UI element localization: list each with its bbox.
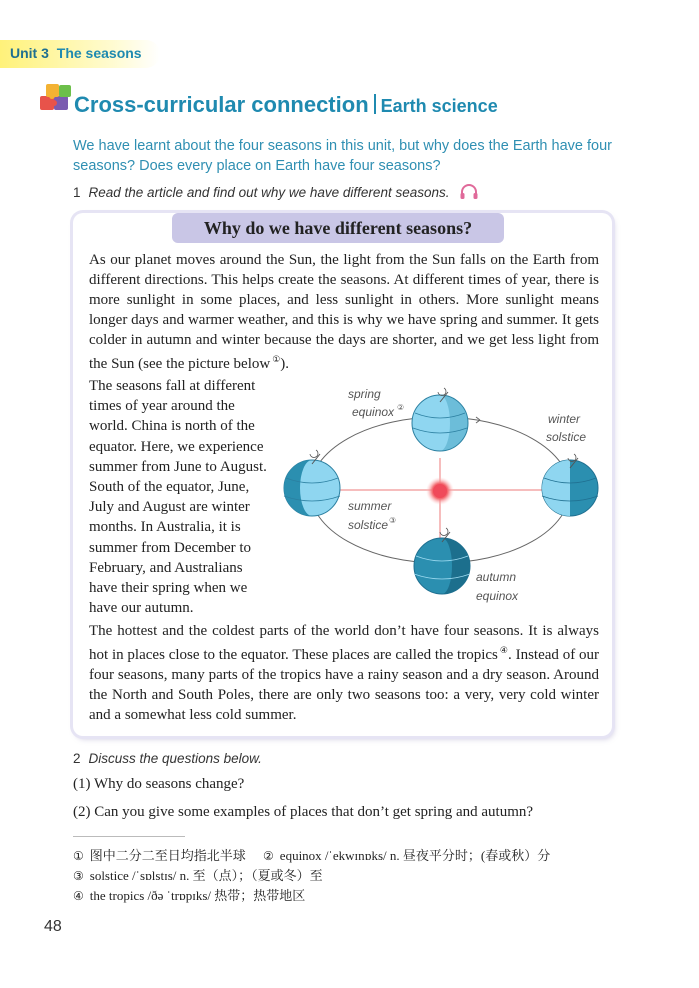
footnote-line-1 xyxy=(73,845,550,864)
section-title xyxy=(74,92,498,118)
para2-line: summer from December to xyxy=(89,539,252,556)
sun-core xyxy=(433,484,447,498)
seasons-diagram xyxy=(280,378,600,613)
task1-number: 1 xyxy=(73,185,81,200)
para2-line: months. In Australia, it is xyxy=(89,519,241,536)
footnote-mark-3: ③ xyxy=(73,869,84,883)
para2-line: July and August are winter xyxy=(89,499,250,516)
para3-text-a: The hottest and the coldest parts of the world don’t have four seasons. It is always hot in places close to the equator. These places are called the tropics xyxy=(89,623,599,663)
label-summer-1: summer xyxy=(348,499,392,513)
unit-number: Unit 3 xyxy=(10,45,49,61)
section-title-text: Cross-curricular connection xyxy=(74,92,369,117)
article-paragraph-1 xyxy=(89,250,599,374)
footnote-mark-2: ② xyxy=(263,849,274,863)
para1-text: As our planet moves around the Sun, the light from the Sun falls on the Earth from different directions. This helps create the seasons. At different times of year, there is more sunlight in some places, and less sunlight in others. More sunlight means longer days and warmer weather, and this is why we have spring and summer. It gets colder in autumn and winter because the days are shorter, and we get less light from the Sun (see the picture below xyxy=(89,252,599,372)
para2-line: South of the equator, June, xyxy=(89,479,250,496)
footnote-text-4: the tropics /ðə ˈtrɒpɪks/ 热带；热带地区 xyxy=(89,888,306,903)
label-autumn-1: autumn xyxy=(476,570,517,584)
earth-winter xyxy=(542,454,598,516)
para2-line: times of year around the xyxy=(89,398,235,415)
footnote-line-4 xyxy=(73,885,305,904)
task2-text: Discuss the questions below. xyxy=(88,751,262,766)
unit-title: The seasons xyxy=(56,45,142,61)
question-1: (1) Why do seasons change? xyxy=(73,776,245,792)
label-spring-2: equinox xyxy=(352,405,395,419)
question-2: (2) Can you give some examples of places that don’t get spring and autumn? xyxy=(73,804,534,820)
task1-text: Read the article and find out why we have different seasons. xyxy=(88,185,450,200)
footnote-ref-1: ① xyxy=(272,355,281,365)
task1-instruction xyxy=(73,184,479,200)
intro-text: We have learnt about the four seasons in this unit, but why does the Earth have four seasons? Does every place on Earth have four seasons? xyxy=(73,138,612,174)
footnote-text-2: equinox /ˈekwɪnɒks/ n. 昼夜平分时；(春或秋）分 xyxy=(279,848,551,863)
para2-line: February, and Australians xyxy=(89,559,243,576)
diagram-footnote-3: ③ xyxy=(389,516,397,525)
para2-line: summer from June to August. xyxy=(89,458,267,475)
footnote-mark-1: ① xyxy=(73,849,84,863)
title-divider xyxy=(374,94,376,114)
para2-line: have our autumn. xyxy=(89,600,194,617)
article-title: Why do we have different seasons? xyxy=(172,213,504,243)
footnote-divider xyxy=(73,836,185,837)
earth-summer xyxy=(284,450,340,516)
puzzle-icon xyxy=(38,82,74,116)
section-subject: Earth science xyxy=(380,96,498,116)
page-number: 48 xyxy=(44,918,62,935)
para1-end: ). xyxy=(280,356,290,372)
label-summer-2: solstice xyxy=(348,518,389,532)
para2-line: world. China is north of the xyxy=(89,418,255,435)
footnote-text-3: solstice /ˈsɒlstɪs/ n. 至（点）；（夏或冬）至 xyxy=(89,868,323,883)
para2-line: The seasons fall at different xyxy=(89,378,256,394)
footnote-ref-4: ④ xyxy=(499,646,509,656)
task2-number: 2 xyxy=(73,751,81,766)
diagram-footnote-2: ② xyxy=(397,403,405,412)
headphone-icon[interactable] xyxy=(459,184,479,200)
label-spring-1: spring xyxy=(348,387,381,401)
footnote-text-1: 图中二分二至日均指北半球 xyxy=(89,848,246,863)
para2-line: equator. Here, we experience xyxy=(89,438,264,455)
footnote-line-3 xyxy=(73,865,323,884)
footnote-mark-4: ④ xyxy=(73,889,84,903)
para3-text-b: . Instead of our four seasons, many parts of the tropics have a rainy season and a dry season. Around the North and South Poles, there are only two seasons too: a very, very cold winter and a somewhat less cold summer. xyxy=(89,647,599,723)
label-winter-1: winter xyxy=(548,412,581,426)
earth-autumn xyxy=(414,528,470,594)
label-autumn-2: equinox xyxy=(476,589,519,603)
unit-header xyxy=(10,45,142,61)
label-winter-2: solstice xyxy=(546,430,587,444)
para2-line: have their spring when we xyxy=(89,580,248,597)
task2-instruction xyxy=(73,751,262,766)
article-paragraph-3 xyxy=(89,621,599,725)
earth-spring xyxy=(412,388,468,451)
article-paragraph-2 xyxy=(89,376,284,618)
